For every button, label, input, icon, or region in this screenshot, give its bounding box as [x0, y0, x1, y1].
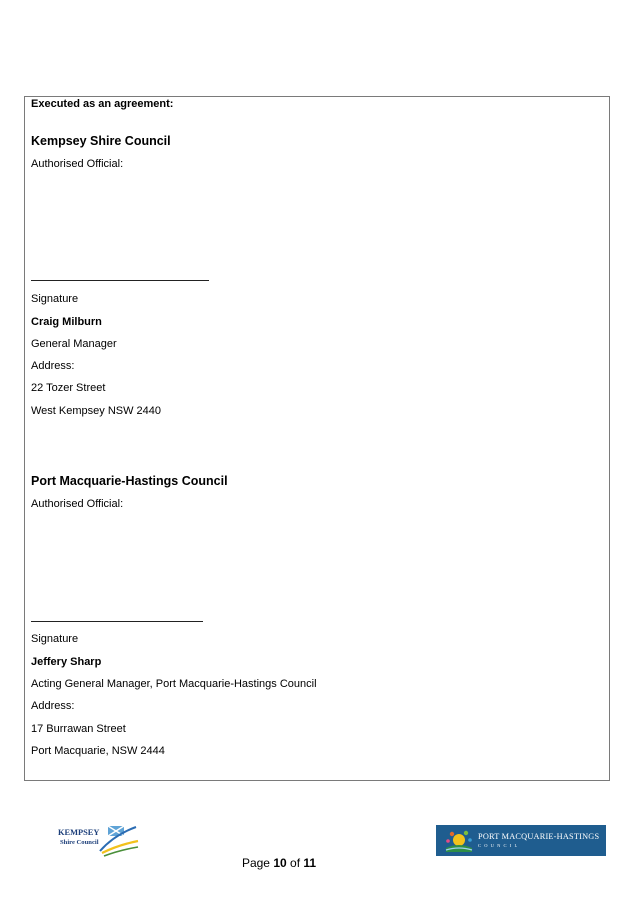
- party2-name: Port Macquarie-Hastings Council: [31, 474, 228, 488]
- pmhc-logo-name: PORT MACQUARIE-HASTINGS: [478, 832, 600, 841]
- party1-address-label: Address:: [31, 360, 75, 372]
- party1-signatory-title: General Manager: [31, 338, 117, 350]
- party2-address-line2: Port Macquarie, NSW 2444: [31, 745, 165, 757]
- party1-address-line1: 22 Tozer Street: [31, 382, 106, 394]
- port-macquarie-hastings-logo: [436, 825, 606, 856]
- party1-authorised-label: Authorised Official:: [31, 158, 124, 170]
- pmhc-emblem-icon: [444, 828, 474, 854]
- page-of: of: [290, 856, 301, 870]
- party2-signatory-name: Jeffery Sharp: [31, 656, 102, 668]
- kempsey-logo-line1: KEMPSEY: [58, 828, 100, 837]
- pmhc-logo-sub: COUNCIL: [478, 843, 521, 848]
- party2-address-label: Address:: [31, 700, 75, 712]
- party1-signatory-name: Craig Milburn: [31, 316, 102, 328]
- page-prefix: Page: [241, 856, 270, 870]
- party1-name: Kempsey Shire Council: [31, 134, 171, 148]
- party2-address-line1: 17 Burrawan Street: [31, 723, 126, 735]
- party1-signature-label: Signature: [31, 293, 79, 305]
- party1-address-line2: West Kempsey NSW 2440: [31, 405, 162, 417]
- party2-authorised-label: Authorised Official:: [31, 498, 124, 510]
- party2-signatory-title: Acting General Manager, Port Macquarie-Hastings Council: [31, 678, 317, 690]
- party2-signature-label: Signature: [31, 633, 79, 645]
- page-number: [0, 856, 558, 870]
- page-total: 11: [303, 856, 317, 870]
- kempsey-logo-line2: Shire Council: [60, 839, 99, 846]
- party2-signature-line: [31, 621, 203, 622]
- executed-heading: Executed as an agreement:: [31, 98, 174, 110]
- page-current: 10: [273, 856, 287, 870]
- party1-signature-line: [31, 280, 209, 281]
